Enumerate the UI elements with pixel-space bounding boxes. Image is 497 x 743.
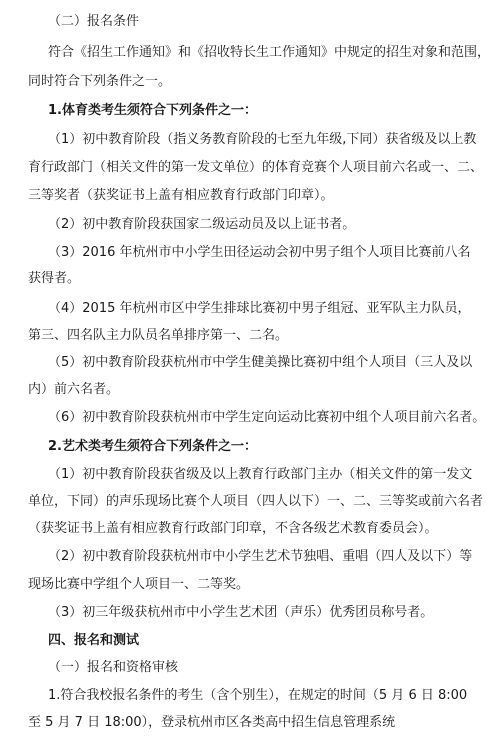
paragraph-line: （3）2016 年杭州市中小学生田径运动会初中男子组个人项目比赛前八名 xyxy=(48,245,471,260)
paragraph-line: 1.符合我校报名条件的考生（含个别生），在规定的时间（5 月 6 日 8:00 xyxy=(48,688,468,703)
paragraph-line: （获奖证书上盖有相应教育行政部门印章，不含各级艺术教育委员会）。 xyxy=(28,521,438,536)
paragraph-line: 同时符合下列条件之一。 xyxy=(28,74,172,89)
paragraph-line: 三等奖者（获奖证书上盖有相应教育行政部门印章）。 xyxy=(28,188,334,203)
paragraph-line: （4）2015 年杭州市区中学生排球比赛初中男子组冠、亚军队主力队员， xyxy=(48,301,471,316)
paragraph-line: （3）初三年级获杭州市中小学生艺术团（声乐）优秀团员称号者。 xyxy=(48,605,434,620)
section-heading-registration-and-testing: 四、报名和测试 xyxy=(48,633,140,648)
paragraph-line: 符合《招生工作通知》和《招收特长生工作通知》中规定的招生对象和范围， xyxy=(48,45,491,60)
subheading-registration-and-qualification-review: （一）报名和资格审核 xyxy=(48,660,179,675)
paragraph-line: 单位，下同）的声乐现场比赛个人项目（四人以下）一、二、三等奖或前六名者 xyxy=(28,494,484,509)
paragraph-line: 获得者。 xyxy=(28,271,81,286)
paragraph-line: （2）初中教育阶段获杭州市中小学生艺术节独唱、重唱（四人及以下）等 xyxy=(48,549,473,564)
section-heading-registration-conditions: （二）报名条件 xyxy=(48,14,140,29)
subheading-sports-candidates: 1.体育类考生须符合下列条件之一： xyxy=(48,103,257,118)
paragraph-line: 内）前六名者。 xyxy=(28,382,120,397)
paragraph-line: 育行政部门（相关文件的第一发文单位）的体育竞赛个人项目前六名或一、二、 xyxy=(28,160,484,175)
paragraph-line: （6）初中教育阶段获杭州市中学生定向运动比赛初中组个人项目前六名者。 xyxy=(48,410,486,425)
paragraph-line: （5）初中教育阶段获杭州市中学生健美操比赛初中组个人项目（三人及以 xyxy=(48,355,473,370)
paragraph-line: （2）初中教育阶段获国家二级运动员及以上证书者。 xyxy=(48,217,356,232)
paragraph-line: （1）初中教育阶段获省级及以上教育行政部门主办（相关文件的第一发文 xyxy=(48,467,473,482)
paragraph-line: （1）初中教育阶段（指义务教育阶段的七至九年级,下同）获省级及以上教 xyxy=(48,132,477,147)
paragraph-line: 现场比赛中学组个人项目一、二等奖。 xyxy=(28,577,250,592)
subheading-art-candidates: 2.艺术类考生须符合下列条件之一： xyxy=(48,439,257,454)
paragraph-line: 第三、四名队主力队员名单排序第一、二名。 xyxy=(28,328,289,343)
paragraph-line: 至 5 月 7 日 18:00），登录杭州市区各类高中招生信息管理系统 xyxy=(28,715,396,730)
